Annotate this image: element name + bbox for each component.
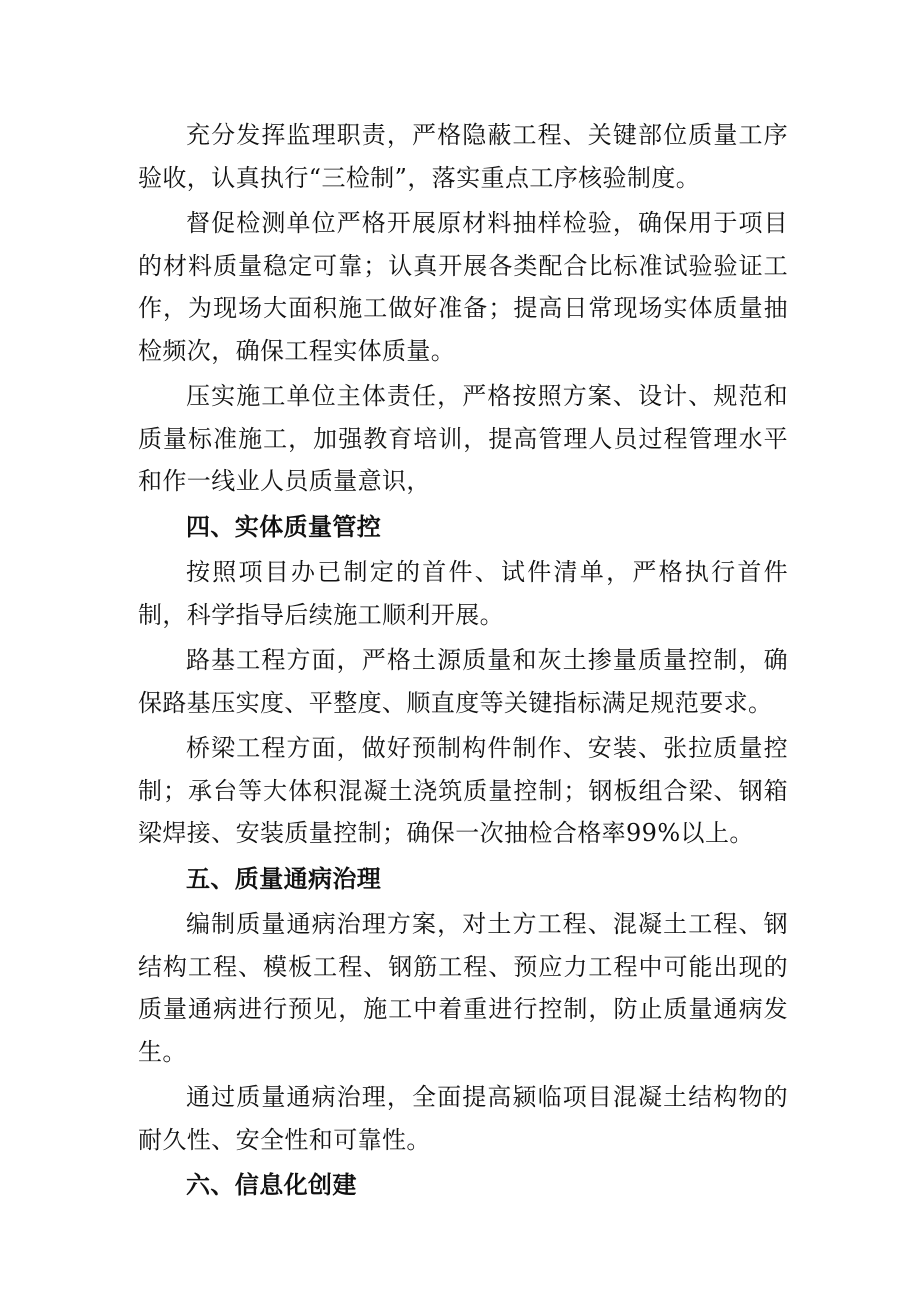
paragraph-bridge: 桥梁工程方面，做好预制构件制作、安装、张拉质量控制；承台等大体积混凝土浇筑质量控制；钢板组合梁、钢箱梁焊接、安装质量控制；确保一次抽检合格率99%以上。 bbox=[138, 734, 788, 847]
paragraph-common-defects-goal: 通过质量通病治理，全面提高颍临项目混凝土结构物的耐久性、安全性和可靠性。 bbox=[138, 1083, 788, 1154]
paragraph-first-piece: 按照项目办已制定的首件、试件清单，严格执行首件制，科学指导后续施工顺利开展。 bbox=[138, 558, 788, 629]
section-heading-6: 六、信息化创建 bbox=[186, 1170, 357, 1199]
paragraph-supervision: 充分发挥监理职责，严格隐蔽工程、关键部位质量工序验收，认真执行“三检制”，落实重点工序核验制度。 bbox=[138, 121, 788, 192]
document-body bbox=[138, 114, 788, 1210]
paragraph-construction-unit: 压实施工单位主体责任，严格按照方案、设计、规范和质量标准施工，加强教育培训，提高管理人员过程管理水平和作一线业人员质量意识， bbox=[138, 382, 788, 495]
paragraph-testing-unit: 督促检测单位严格开展原材料抽样检验，确保用于项目的材料质量稳定可靠；认真开展各类配合比标准试验验证工作，为现场大面积施工做好准备；提高日常现场实体质量抽检频次，确保工程实体质量。 bbox=[138, 209, 788, 365]
paragraph-common-defects-plan: 编制质量通病治理方案，对土方工程、混凝土工程、钢结构工程、模板工程、钢筋工程、预应力工程中可能出现的质量通病进行预见，施工中着重进行控制，防止质量通病发生。 bbox=[138, 910, 788, 1066]
paragraph-subgrade: 路基工程方面，严格土源质量和灰土掺量质量控制，确保路基压实度、平整度、顺直度等关键指标满足规范要求。 bbox=[138, 646, 788, 717]
section-heading-4: 四、实体质量管控 bbox=[186, 511, 382, 541]
section-heading-5: 五、质量通病治理 bbox=[186, 863, 382, 893]
